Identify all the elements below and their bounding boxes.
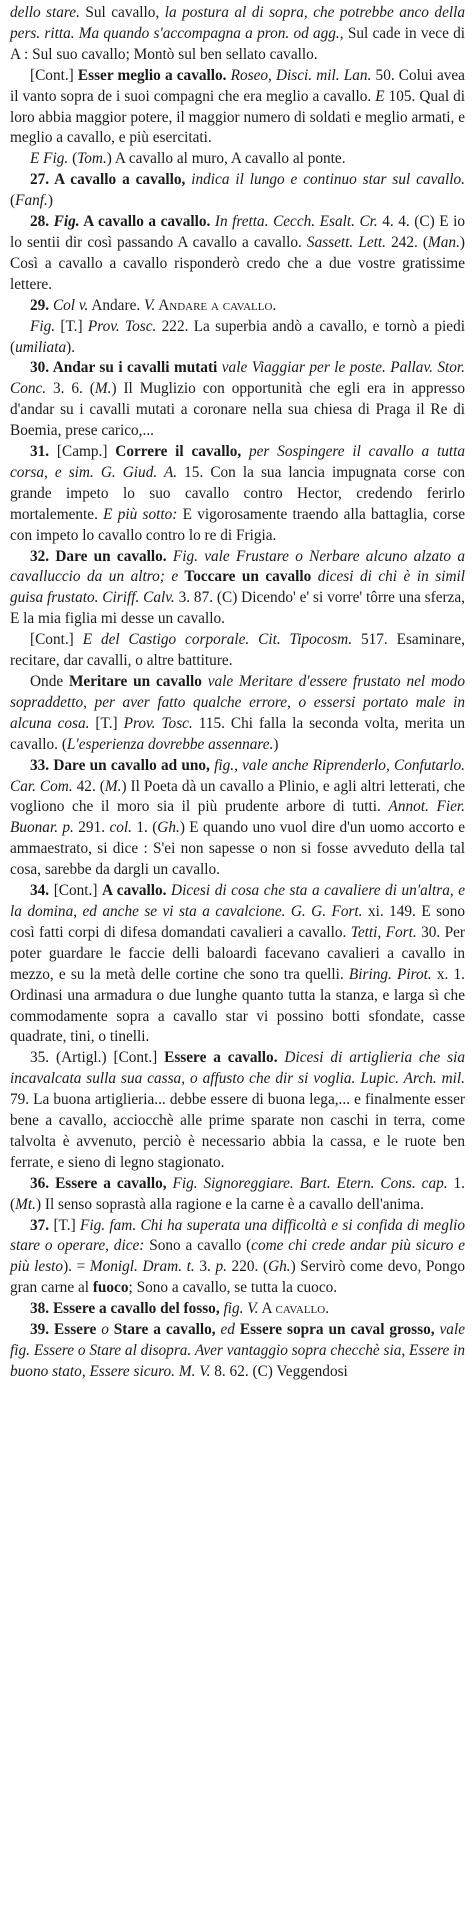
entry-text: 517. Esaminare, recitare, dar cavalli, o altre battiture. — [10, 631, 466, 670]
entry-text: 4. 4. (C) E io lo sentii dir così passando A cavallo a cavallo. — [10, 213, 465, 251]
dictionary-entry — [10, 1320, 465, 1383]
entry-text: vale Viaggiar per le poste. Pallav. Stor. Conc. — [10, 359, 466, 398]
entry-text: ) Servirò come devo, Pongo gran carne al — [10, 1258, 465, 1297]
entry-text: come chi crede andar più sicuro e più lesto — [10, 1237, 465, 1276]
entry-text: indica il lungo e continuo star sul cavallo. — [185, 171, 465, 189]
entry-text: x. 1. Ordinasi una armadura o due lunghe quanto tutta la stanza, e larga sì che commodamente sopra a cavallo star vi possino botti sfondate, casse quadrate, tini, o tinelli. — [10, 965, 465, 1046]
entry-text: 28. — [30, 213, 54, 231]
entry-text: Fig. fam. Chi ha superata una difficoltà e si confida di meglio stare o operare, dice: — [10, 1216, 465, 1255]
entry-text: Stare a cavallo, — [108, 1321, 216, 1339]
entry-text: Gh. — [268, 1258, 291, 1276]
entry-text: Tom. — [77, 150, 107, 168]
entry-text: fig. V. — [219, 1300, 259, 1318]
entry-text: fuoco — [92, 1279, 129, 1297]
entry-text: Sul cade in vece di A : Sul suo cavallo; Montò sul ben sellato cavallo. — [10, 24, 466, 63]
entry-text: A cavallo a cavallo. — [79, 213, 211, 231]
dictionary-entry — [10, 3, 465, 66]
dictionary-entry — [10, 756, 465, 881]
entry-text: Fanf. — [15, 192, 48, 210]
dictionary-entry — [10, 212, 465, 296]
entry-text: A cavallo. — [258, 1300, 330, 1318]
entry-text: 1. ( — [10, 1174, 466, 1213]
entry-text: 36. Essere a cavallo, — [30, 1174, 167, 1192]
entry-text: p. — [215, 1258, 227, 1276]
entry-text: 29. — [30, 296, 53, 314]
entry-text: 39. Essere — [30, 1321, 97, 1339]
entry-text: [Camp.] — [56, 443, 116, 461]
entry-text: Toccare un cavallo — [178, 568, 312, 586]
entry-text: [T.] — [55, 317, 88, 335]
entry-text: ) Il Poeta dà un cavallo a Plinio, e agli altri letterati, che vogliono che il moro sia il più prudente arbore di tutti. — [10, 777, 465, 816]
entry-text: Onde — [30, 673, 69, 690]
dictionary-entry — [10, 358, 465, 442]
entry-text: 37. — [30, 1216, 54, 1234]
entry-text: Tetti, Fort. — [350, 923, 417, 941]
entry-text: Mt. — [15, 1195, 36, 1213]
entry-text: Fig. Signoreggiare. Bart. Etern. Cons. cap. — [166, 1174, 448, 1192]
dictionary-entry — [10, 170, 465, 212]
entry-text: 291. — [73, 819, 110, 837]
entry-text: ). = — [63, 1258, 90, 1276]
entry-text: 3. 6. ( — [46, 380, 95, 398]
entry-text: 42. ( — [72, 777, 105, 795]
entry-text: E del Castigo corporale. Cit. Tipocosm. — [82, 631, 353, 649]
entry-text: Sul cavallo, — [79, 4, 165, 21]
entry-text: 15. Con la sua lancia impugnata corse con grande impeto lo suo cavallo contro Hector, credendo ferirlo mortalemente. — [10, 463, 466, 523]
entry-text: 34. — [30, 882, 54, 900]
dictionary-entry — [10, 1174, 465, 1216]
entry-text: fig., vale anche Riprenderlo, Confutarlo. Car. Com. — [10, 756, 465, 795]
entry-text: ) — [47, 192, 53, 210]
entry-text: Monigl. Dram. t. — [89, 1258, 195, 1276]
entry-text: 222. La superbia andò a cavallo, e tornò a piedi ( — [10, 317, 465, 356]
entry-text: 105. Qual di loro abbia maggior potere, il maggior numero di soldati e meglio armati, e meglio a cavallo, e più esercitati. — [10, 87, 465, 147]
entry-text: ( — [68, 150, 78, 168]
entry-text: [Cont.] — [53, 882, 103, 900]
entry-text: 32. Dare un cavallo. — [30, 547, 167, 565]
entry-text: ) — [273, 735, 279, 753]
entry-text: In fretta. Cecch. Esalt. Cr. — [210, 213, 378, 231]
entry-text: [T.] — [89, 714, 124, 732]
entry-text: 1. ( — [131, 819, 158, 837]
entry-text: dicesi di chi è in simil guisa frustato. Ciriff. Calv. — [10, 568, 465, 607]
entry-text: dello stare. — [10, 4, 80, 21]
dictionary-entry — [10, 442, 465, 547]
entry-text: E vigorosamente traendo alla battaglia, corse con impeto lo cavallo contro lo re di Frigia. — [10, 505, 465, 544]
entry-text: Fig. — [53, 213, 80, 231]
entry-text: ) Così a cavallo a cavallo risponderò credo che a due vostre gratissime lettere. — [10, 233, 466, 293]
dictionary-entry — [10, 881, 465, 1048]
entry-text: Prov. Tosc. — [123, 714, 193, 732]
entry-text: col. — [109, 819, 132, 837]
entry-text: umiliata — [15, 338, 67, 356]
dictionary-entry — [10, 66, 465, 150]
entry-text: xi. 149. E sono così fatti corpi di difesa domandati cavalieri a cavallo. — [10, 902, 466, 941]
entry-text: [T.] — [53, 1216, 81, 1234]
entry-text: E — [375, 87, 385, 105]
entry-text: L'esperienza dovrebbe assennare. — [66, 735, 274, 753]
entry-text: Biring. Pirot. — [348, 965, 432, 983]
entry-text: M. — [104, 777, 122, 795]
entry-text: V. — [144, 296, 156, 314]
dictionary-entry — [10, 149, 465, 170]
entry-text: Sono a cavallo ( — [144, 1237, 252, 1255]
entry-text: Col v. — [52, 296, 89, 314]
dictionary-entry — [10, 547, 465, 631]
entry-text: ) Il senso soprastà alla ragione e la carne è a cavallo dell'anima. — [35, 1195, 424, 1213]
dictionary-entry — [10, 296, 465, 317]
entry-text: 50. Colui avea il vanto sopra de i suoi compagni che era meglio a cavallo. — [10, 66, 465, 105]
entry-text: Roseo, Disci. mil. Lan. — [226, 66, 372, 84]
entry-text: ed — [215, 1321, 235, 1339]
entry-text: Essere a cavallo. — [164, 1049, 278, 1067]
entry-text: 38. Essere a cavallo del fosso, — [30, 1300, 220, 1318]
entry-text: Meritare un cavallo — [68, 673, 202, 690]
entry-text: 8. 62. (C) Veggendosi — [210, 1362, 348, 1380]
entry-text: E più sotto: — [103, 505, 178, 523]
entry-text: Fig. — [30, 317, 56, 335]
entry-text: 33. Dare un cavallo ad uno, — [30, 756, 210, 774]
entry-text: Dicesi di artiglieria che sia incavalcata sulla sua cassa, o affusto che dir si voglia. Lupic. Arch. mil. — [10, 1049, 465, 1088]
dictionary-entry — [10, 630, 465, 672]
dictionary-entry — [10, 1048, 465, 1173]
entry-text: ). — [66, 338, 76, 356]
entry-text: [Cont.] — [30, 631, 83, 649]
entry-text: A cavallo. — [102, 882, 167, 900]
entry-text: Dicesi di cosa che sta a cavaliere di un'altra, e la domina, ed anche se vi sta a cavalcione. G. G. Fort. — [10, 882, 466, 920]
entry-text: ) A cavallo al muro, A cavallo al ponte. — [106, 150, 346, 168]
entry-text: ; Sono a cavallo, se tutta la cuoco. — [128, 1279, 338, 1297]
entry-text: Andare. — [88, 296, 145, 314]
entry-text: Correre il cavallo, — [115, 443, 242, 461]
entry-text: Esser meglio a cavallo. — [77, 66, 227, 84]
entry-text: Man. — [428, 233, 460, 251]
entry-text: 31. — [30, 443, 57, 461]
entry-text: 35. (Artigl.) [Cont.] — [30, 1049, 165, 1067]
entry-text: ( — [10, 192, 16, 210]
dictionary-entry — [10, 1299, 465, 1320]
entry-text: Andare a cavallo. — [155, 296, 277, 314]
entry-text: [Cont.] — [30, 66, 78, 84]
entry-text: 79. La buona artiglieria... debbe essere di buona lega,... e finalmente esser bene a cavallo, acciocchè alle prime sparate non caschi in terra, come talvolta è avvenuto, perciò è necessario abbia la cassa, e le ruote ben ferrate, e sieno di legno stagionato. — [10, 1091, 465, 1171]
entry-text: la postura al di sopra, che potrebbe anco della pers. ritta. Ma quando s'accompagna a pron. od agg., — [10, 4, 466, 42]
entry-text: vale Meritare d'essere frustato nel modo sopraddetto, per aver fatto qualche errore, o essersi portato male in alcuna cosa. — [10, 673, 466, 732]
entry-text: 3. 87. (C) Dicendo' e' si vorre' tôrre una sferza, E la mia figlia mi desse un cavallo. — [10, 589, 465, 628]
entry-text: Essere sopra un caval grosso, — [234, 1321, 435, 1339]
dictionary-entry — [10, 317, 465, 359]
entry-text: 30. Andar su i cavalli mutati — [30, 359, 218, 377]
entry-text: Sassett. Lett. — [306, 233, 386, 251]
entry-text: 30. Per poter guardare le faccie delli baloardi facevano cavalieri a cavallo in mezzo, e su la metà delle cortine che sono tra quelli. — [10, 923, 466, 983]
entry-text: Prov. Tosc. — [87, 317, 157, 335]
entry-text: 27. A cavallo a cavallo, — [30, 171, 186, 189]
entry-text: 3. — [194, 1258, 216, 1276]
entry-text: E Fig. — [30, 150, 69, 168]
entry-text: 115. Chi falla la seconda volta, merita un cavallo. ( — [10, 714, 466, 753]
dictionary-entry — [10, 672, 465, 756]
entry-text: ) Il Muglizio con opportunità che egli era in appresso d'andar su i cavalli mutati a coronare nella sua chiesa di Praga il Re di Boemia, prese carico,... — [10, 380, 465, 440]
entry-text: 242. ( — [385, 233, 429, 251]
entry-text: Gh. — [157, 819, 180, 837]
entry-text: ) E quando uno vuol dire d'un uomo accorto e ammaestrato, si dice : S'ei non sapesse o non si fosse avveduto della tal cosa, sarebbe da dargli un cavallo. — [10, 819, 466, 879]
entry-text: Fig. vale Frustare o Nerbare alcuno alzato a cavalluccio da un altro; e — [10, 547, 465, 586]
entry-text: per Sospingere il cavallo a tutta corsa, e sim. G. Giud. A. — [10, 443, 465, 481]
dictionary-entry — [10, 1216, 465, 1300]
entry-text: M. — [94, 380, 112, 398]
entry-text: vale fig. Essere o Stare al disopra. Aver vantaggio sopra checchè sia, Essere in buono stato, Essere sicuro. M. V. — [10, 1321, 465, 1380]
entry-text: Annot. Fier. Buonar. p. — [10, 798, 466, 837]
entry-text: 220. ( — [226, 1258, 269, 1276]
entry-text: o — [96, 1321, 109, 1339]
